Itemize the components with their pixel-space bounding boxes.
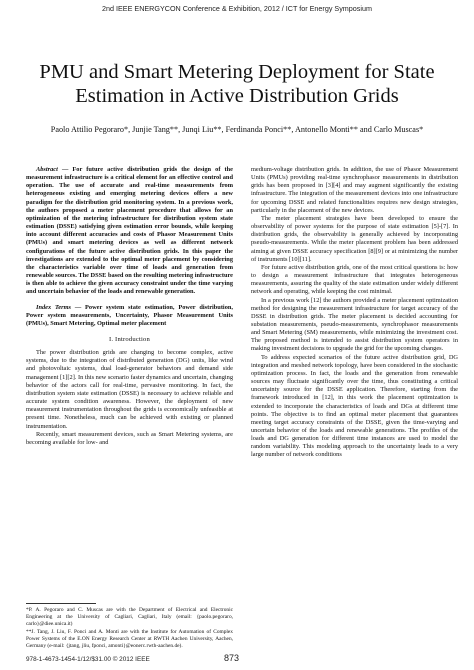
page-number: 873 [224, 653, 240, 663]
abstract-text: — For future active distribution grids the design of the measurement infrastructure is a critical element for an effective control and operation. The use of accurate and real-time measurements from heterogeneous existing and emerging metering devices offers a new paradigm for the distribution grid monitoring system. In a previous work, the authors proposed a meter placement procedure that allows for an optimization of the metering infrastructure for distribution system state estimation (DSSE) satisfying given estimation error bounds, while keeping into account different accuracies and costs of Phasor Measurement Units (PMUs) and smart metering devices as well as different network configurations of the future active distribution grids. In this paper the investigations are extended to the optimal meter placement by considering the characteristics variable over time of loads and generation from renewable sources. The DSSE based on the resulting metering infrastructure is then able to achieve the given accuracy constraint under the time varying and uncertain behavior of the loads and renewable generation. [26, 166, 233, 296]
footnote-affiliation-2: **J. Tang, J. Liu, F. Ponci and A. Monti are with the Institute for Automation of Complex Power Systems of the E.ON Energy Research Center at RWTH Aachen University, Aachen, Germany (e-mail: {jtang, jliu, fponci, amonti}@eonerc.rwth-aachen.de). [26, 629, 233, 649]
abstract [26, 166, 233, 297]
index-terms-text: — Power system state estimation, Power distribution, Power system measurements, Uncertainty, Phasor Measurement Units (PMUs), Smart Metering, Optimal meter placement [26, 303, 233, 327]
left-column [26, 166, 233, 447]
paragraph: medium-voltage distribution grids. In addition, the use of Phasor Measurement Units (PMUs) providing real-time synchrophasor measurements in distribution grids has been proposed in [3][4] and may augment significantly the existing infrastructure. The integration of the measurement devices into one infrastructure for upcoming DSSE and related functionalities requires new design strategies, particularly in the placement of the new devices. [251, 166, 458, 214]
footnote-affiliation-1: *P. A. Pegoraro and C. Muscas are with the Department of Electrical and Electronic Engineering at the University of Cagliari, Cagliari, Italy (email: {paolo.pegoraro, carlo}@diee.unica.it) [26, 607, 233, 627]
paper-title: PMU and Smart Metering Deployment for State Estimation in Active Distribution Grids [39, 61, 435, 107]
index-terms-label: Index Terms [36, 303, 71, 311]
author-list: Paolo Attilio Pegoraro*, Junjie Tang**, Junqi Liu**, Ferdinanda Ponci**, Antonello Monti** and Carlo Muscas* [50, 125, 424, 134]
paragraph: Recently, smart measurement devices, such as Smart Metering systems, are becoming available for low- and [26, 430, 233, 446]
copyright-footer: 978-1-4673-1454-1/12/$31.00 © 2012 IEEE [26, 656, 150, 663]
conference-header: 2nd IEEE ENERGYCON Conference & Exhibition, 2012 / ICT for Energy Symposium [102, 4, 372, 13]
footnote-rule [26, 603, 96, 604]
index-terms [26, 304, 233, 328]
paragraph: The power distribution grids are changing to become complex, active systems, due to the integration of distributed generation (DG) units, like wind and photovoltaic systems, dual load-generator behaviors and demand side management [1][2]. In this new scenario faster dynamics and uncertain, changing behavior of the actors call for real-time, pervasive monitoring. In fact, the distribution system state estimation (DSSE) is necessary to achieve reliable and accurate system condition awareness. However, the deployment of new measurement instrumentation throughout the grids is economically unfeasible at present time. Nonetheless, much can be achieved with existing or planned instrumentation. [26, 349, 233, 430]
footnotes [26, 603, 233, 652]
paragraph: The meter placement strategies have been developed to ensure the observability of power systems for the purpose of state estimation [5]-[7]. In distribution grids, the observability is generally achieved by incorporating pseudo-measurements. While the meter placement problem has been addressed aiming at given DSSE accuracy specification [8][9] or at minimizing the number of instruments [10][11]. [251, 214, 458, 263]
paragraph: For future active distribution grids, one of the most critical questions is: how to design a measurement infrastructure that integrates heterogeneous measurements, assuring the quality of the state estimation under widely different network and operating, while keeping the cost minimal. [251, 263, 458, 296]
right-column [251, 166, 458, 460]
paragraph: In a previous work [12] the authors provided a meter placement optimization method for designing the measurement infrastructure for target accuracy of the DSSE in distribution grids. The meter placement is decided accounting for substation measurements, pseudo-measurements, synchrophasor measurements and Smart Metering (SM) measurements, while minimizing the investment cost. The proposed method is intended to assist distribution system operators in making investment decisions to upgrade the grid for the upcoming changes. [251, 296, 458, 353]
paragraph: To address expected scenarios of the future active distribution grid, DG integration and meshed network topology, have been considered in the stochastic optimization process. In fact, the loads and the generation from renewable sources may fluctuate significantly over the time, thus constituting a critical uncertainty source for the DSSE application. Therefore, starting from the framework introduced in [12], in this work the placement optimization is extended to incorporate the characteristics of loads and DGs at different time points. The objective is to find an optimal meter placement that guarantees meeting target accuracy constraints of the DSSE, given the time-varying and uncertain behavior of the loads and renewable generations. The profiles of the loads and DG generation for different time instances are used to model the random variability. This modeling approach to the uncertainty leads to a very large number of network conditions [251, 353, 458, 459]
abstract-label: Abstract [36, 166, 58, 173]
section-heading-introduction: I. Introduction [108, 335, 151, 343]
